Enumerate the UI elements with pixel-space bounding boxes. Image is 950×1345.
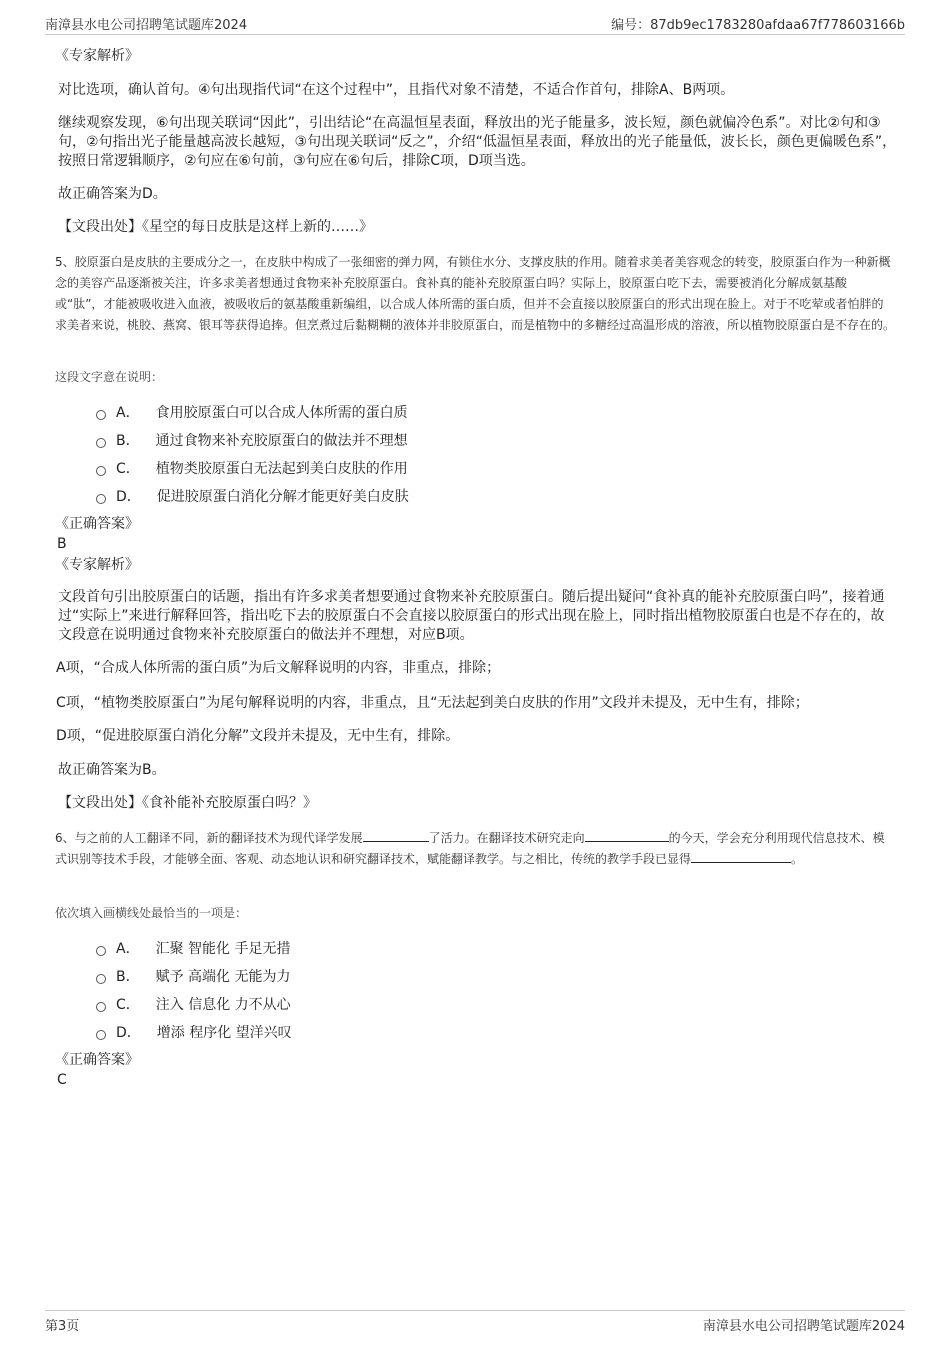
q5-answer: B — [57, 536, 67, 552]
header-serial: 编号：87db9ec1783280afdaa67f778603166b — [611, 17, 905, 33]
radio-icon[interactable] — [96, 438, 106, 448]
q6-stem-part-b: 了活力。在翻译技术研究走向 — [428, 831, 585, 845]
q6-question: 依次填入画横线处最恰当的一项是： — [55, 906, 248, 920]
option-text: 赋予 高端化 无能为力 — [155, 969, 291, 985]
radio-icon[interactable] — [96, 974, 106, 984]
q5-option-c[interactable] — [96, 457, 408, 479]
option-letter: B． — [116, 433, 140, 449]
q5-question: 这段文字意在说明： — [55, 370, 164, 384]
q6-answer-label: 《正确答案》 — [55, 1052, 139, 1068]
footer-title: 南漳县水电公司招聘笔试题库2024 — [702, 1318, 905, 1334]
option-text: 食用胶原蛋白可以合成人体所需的蛋白质 — [155, 405, 408, 421]
page-header — [45, 12, 905, 35]
q5-expert-label: 《专家解析》 — [55, 557, 139, 573]
radio-icon[interactable] — [96, 1002, 106, 1012]
q5-option-a[interactable] — [96, 401, 408, 423]
q6-answer: C — [57, 1072, 67, 1088]
option-text: 注入 信息化 力不从心 — [155, 997, 291, 1013]
option-letter: B． — [116, 969, 140, 985]
q5-stem: 5、胶原蛋白是皮肤的主要成分之一，在皮肤中构成了一张细密的弹力网，有锁住水分、支撑皮肤的作用。随着求美者美容观念的转变，胶原蛋白作为一种新概念的美容产品逐渐被关注，许多求美者想通过食物来补充胶原蛋白。食补真的能补充胶原蛋白吗？实际上，胶原蛋白吃下去，需要被消化分解成氨基酸或“肽”，才能被吸收进入血液，被吸收后的氨基酸重新编组，以合成人体所需的蛋白质，但并不会直接以胶原蛋白的形式出现在脸上。对于不吃荤或者怕胖的求美者来说，桃胶、燕窝、银耳等获得追捧。但烹煮过后黏糊糊的液体并非胶原蛋白，而是植物中的多糖经过高温形成的溶液，所以植物胶原蛋白是不存在的。 — [55, 255, 896, 332]
radio-icon[interactable] — [96, 946, 106, 956]
blank-line-1 — [363, 829, 429, 842]
q6-option-c[interactable] — [96, 993, 291, 1015]
q4-source: 【文段出处】《星空的每日皮肤是这样上新的……》 — [58, 219, 373, 235]
header-title: 南漳县水电公司招聘笔试题库2024 — [45, 17, 248, 33]
option-text: 植物类胶原蛋白无法起到美白皮肤的作用 — [155, 461, 408, 477]
q5-expert-e3: C项，“植物类胶原蛋白”为尾句解释说明的内容，非重点，且“无法起到美白皮肤的作用”文段并未提及，无中生有，排除； — [56, 695, 809, 711]
q5-option-d[interactable] — [96, 485, 409, 507]
q5-expert-e2: A项，“合成人体所需的蛋白质”为后文解释说明的内容，非重点，排除； — [56, 660, 501, 676]
q6-option-d[interactable] — [96, 1021, 292, 1043]
radio-icon[interactable] — [96, 494, 106, 504]
option-letter: A． — [116, 941, 140, 957]
q6-stem-part-a: 6、与之前的人工翻译不同，新的翻译技术为现代译学发展 — [55, 831, 363, 845]
page-number: 第3页 — [45, 1318, 80, 1334]
option-text: 通过食物来补充胶原蛋白的做法并不理想 — [155, 433, 408, 449]
option-letter: C． — [116, 461, 140, 477]
option-letter: D． — [116, 489, 141, 505]
blank-line-3 — [691, 850, 791, 863]
radio-icon[interactable] — [96, 1030, 106, 1040]
option-text: 增添 程序化 望洋兴叹 — [156, 1025, 292, 1041]
q4-expert-label: 《专家解析》 — [55, 48, 139, 64]
blank-line-2 — [585, 829, 669, 842]
option-letter: A． — [116, 405, 140, 421]
q5-option-b[interactable] — [96, 429, 408, 451]
q5-expert-e5: 故正确答案为B。 — [58, 762, 166, 778]
q6-stem-part-c: 的今天，学会充分利用现代信息技术、模式识别等技术手段，才能够全面、客观、动态地认识和研究翻译技术，赋能翻译教学。与之相比，传统的教学手段已显得 — [55, 831, 885, 866]
q4-expert-p3: 故正确答案为D。 — [58, 186, 167, 202]
option-text: 促进胶原蛋白消化分解才能更好美白皮肤 — [156, 489, 409, 505]
q5-answer-label: 《正确答案》 — [55, 516, 139, 532]
option-text: 汇聚 智能化 手足无措 — [155, 941, 291, 957]
q6-option-a[interactable] — [96, 937, 290, 959]
q5-expert-e4: D项，“促进胶原蛋白消化分解”文段并未提及，无中生有，排除。 — [56, 728, 460, 744]
q6-stem — [55, 828, 895, 870]
q4-expert-p2: 继续观察发现，⑥句出现关联词“因此”，引出结论“在高温恒星表面，释放出的光子能量多，波长短，颜色就偏冷色系”。对比②句和③句，②句指出光子能量越高波长越短，③句出现关联词“反之”，介绍“低温恒星表面，释放出的光子能量低，波长长，颜色更偏暖色系”，按照日常逻辑顺序，②句应在⑥句前，③句应在⑥句后，排除C项，D项当选。 — [58, 115, 897, 169]
page-footer — [45, 1310, 905, 1335]
q6-stem-part-d: 。 — [791, 852, 804, 866]
q5-source: 【文段出处】《食补能补充胶原蛋白吗？》 — [58, 795, 317, 811]
q4-expert-p1: 对比选项，确认首句。④句出现指代词“在这个过程中”，且指代对象不清楚，不适合作首句，排除A、B两项。 — [58, 82, 735, 98]
option-letter: D． — [116, 1025, 141, 1041]
q6-option-b[interactable] — [96, 965, 291, 987]
radio-icon[interactable] — [96, 410, 106, 420]
q5-expert-e1: 文段首句引出胶原蛋白的话题，指出有许多求美者想要通过食物来补充胶原蛋白。随后提出疑问“食补真的能补充胶原蛋白吗”，接着通过“实际上”来进行解释回答，指出吃下去的胶原蛋白不会直接以胶原蛋白的形式出现在脸上，同时指出植物胶原蛋白也是不存在的，故文段意在说明通过食物来补充胶原蛋白的做法并不理想，对应B项。 — [58, 589, 885, 643]
radio-icon[interactable] — [96, 466, 106, 476]
option-letter: C． — [116, 997, 140, 1013]
